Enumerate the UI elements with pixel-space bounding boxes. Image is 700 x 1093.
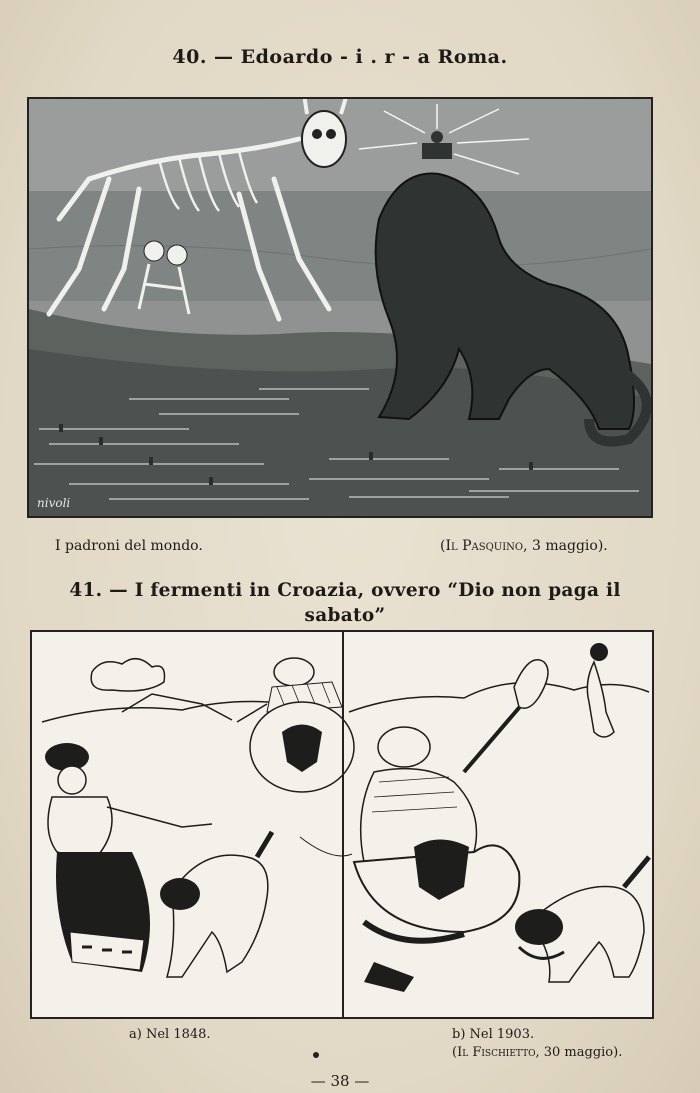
ink-speck: [313, 1052, 319, 1058]
cartoon-41-title-line1: 41. — I fermenti in Croazia, ovvero “Dio non paga il sabato”: [69, 580, 621, 626]
cartoon-41-source: (Il Fischietto, 30 maggio).: [452, 1045, 623, 1060]
panel-a-caption: a) Nel 1848.: [129, 1027, 211, 1042]
cartoon-40-illustration: [27, 97, 653, 518]
source-name: Il Fischietto: [457, 1045, 536, 1060]
cartoon-40-caption: I padroni del mondo.: [55, 538, 203, 554]
cartoon-41-illustration: [30, 630, 654, 1019]
cartoon-40-title: 40. — Edoardo - i . r - a Roma.: [172, 46, 508, 68]
cartoon-40-source: (Il Pasquino, 3 maggio).: [440, 538, 608, 554]
page-number: — 38 —: [310, 1072, 370, 1090]
panel-b-caption: b) Nel 1903.: [452, 1027, 535, 1042]
source-name: Il Pasquino: [445, 538, 524, 554]
panel-divider: [342, 632, 344, 1017]
artist-signature: nivoli: [37, 496, 71, 510]
skeleton-and-lion-drawing: [29, 99, 651, 516]
